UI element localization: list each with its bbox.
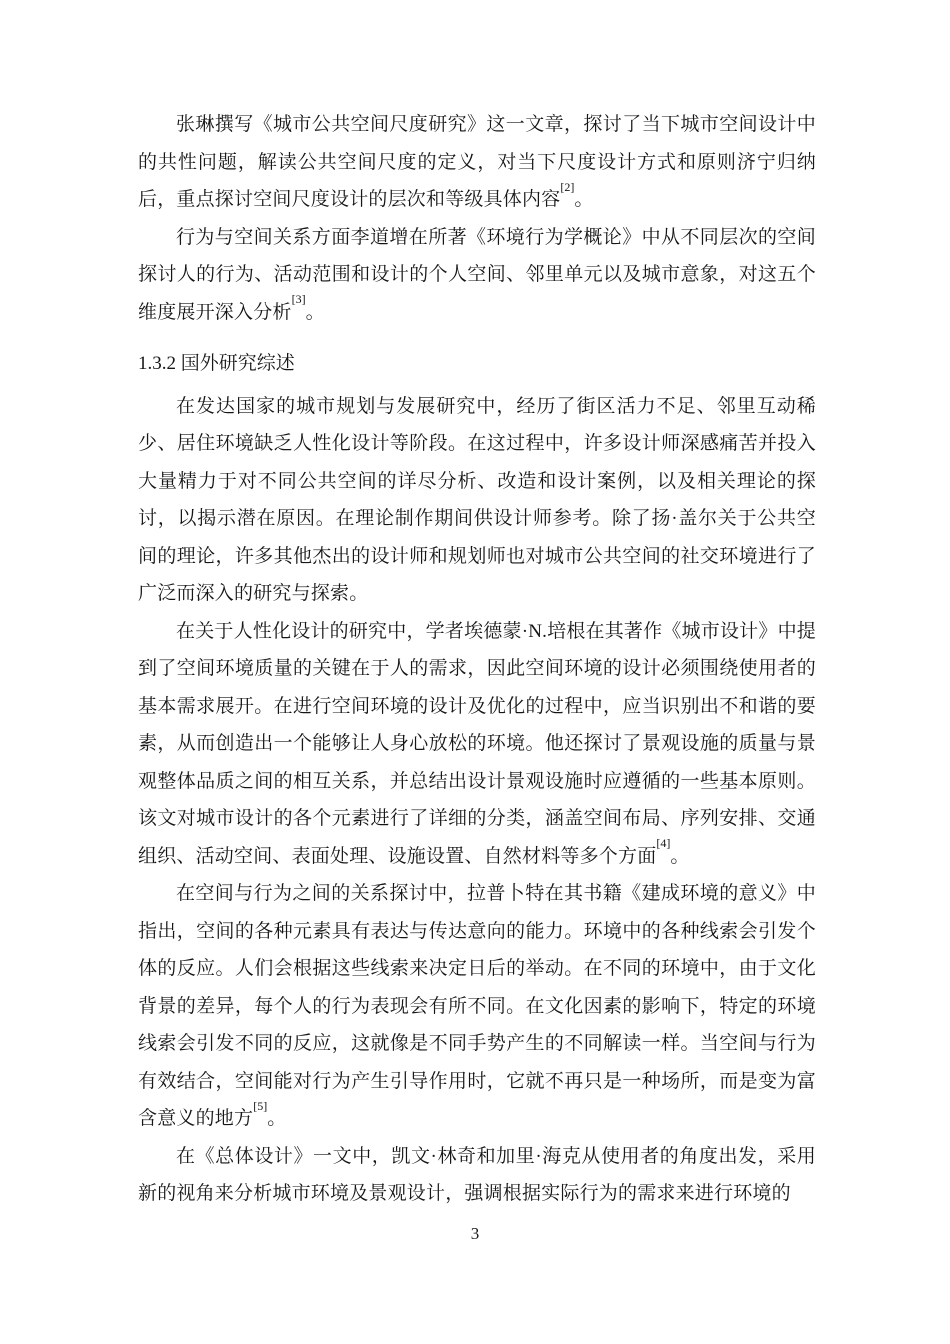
paragraph-text: 1.3.2 国外研究综述: [138, 353, 295, 374]
sentence-end: 。: [267, 1108, 287, 1129]
sentence-end: 。: [670, 845, 690, 867]
paragraph: [138, 106, 816, 219]
paragraph-text: 在关于人性化设计的研究中，学者埃德蒙·N.培根在其著作《城市设计》中提到了空间环境质量的关键在于人的需求，因此空间环境的设计必须围绕使用者的基本需求展开。在进行空间环境的设计及优化的过程中，应当识别出不和谐的要素，从而创造出一个能够让人身心放松的环境。他还探讨了景观设施的质量与景观整体品质之间的相互关系，并总结出设计景观设施时应遵循的一些基本原则。该文对城市设计的各个元素进行了详细的分类，涵盖空间布局、序列安排、交通组织、活动空间、表面处理、设施设置、自然材料等多个方面: [138, 620, 816, 867]
section-heading: [138, 345, 816, 383]
paragraph-text: 在空间与行为之间的关系探讨中，拉普卜特在其书籍《建成环境的意义》中指出，空间的各种元素具有表达与传达意向的能力。环境中的各种线索会引发个体的反应。人们会根据这些线索来决定日后的举动。在不同的环境中，由于文化背景的差异，每个人的行为表现会有所不同。在文化因素的影响下，特定的环境线索会引发不同的反应，这就像是不同手势产生的不同解读一样。当空间与行为有效结合，空间能对行为产生引导作用时，它就不再只是一种场所，而是变为富含意义的地方: [138, 883, 816, 1129]
paragraph: [138, 1138, 816, 1213]
paragraph-text: 行为与空间关系方面李道增在所著《环境行为学概论》中从不同层次的空间探讨人的行为、活动范围和设计的个人空间、邻里单元以及城市意象，对这五个维度展开深入分析: [138, 226, 816, 323]
sentence-end: 。: [574, 189, 594, 210]
page-number: 3: [470, 1224, 480, 1243]
citation-ref: [2]: [560, 179, 575, 194]
citation-ref: [4]: [656, 836, 671, 851]
paragraph-text: 张琳撰写《城市公共空间尺度研究》这一文章，探讨了当下城市空间设计中的共性问题，解读公共空间尺度的定义，对当下尺度设计方式和原则济宁归纳后，重点探讨空间尺度设计的层次和等级具体内容: [138, 114, 816, 210]
paragraph: [138, 388, 816, 613]
paragraph: [138, 875, 816, 1138]
paragraph: [138, 219, 816, 332]
sentence-end: 。: [305, 301, 325, 323]
paragraph-text: 在《总体设计》一文中，凯文·林奇和加里·海克从使用者的角度出发，采用新的视角来分析城市环境及景观设计，强调根据实际行为的需求来进行环境的: [138, 1145, 816, 1204]
paragraph-text: 在发达国家的城市规划与发展研究中，经历了街区活力不足、邻里互动稀少、居住环境缺乏人性化设计等阶段。在这过程中，许多设计师深感痛苦并投入大量精力于对不同公共空间的详尽分析、改造和设计案例，以及相关理论的探讨，以揭示潜在原因。在理论制作期间供设计师参考。除了扬·盖尔关于公共空间的理论，许多其他杰出的设计师和规划师也对城市公共空间的社交环境进行了广泛而深入的研究与探索。: [138, 395, 816, 604]
paragraph: [138, 613, 816, 876]
citation-ref: [3]: [291, 292, 306, 307]
citation-ref: [5]: [253, 1098, 268, 1113]
document-body: [138, 106, 816, 1213]
